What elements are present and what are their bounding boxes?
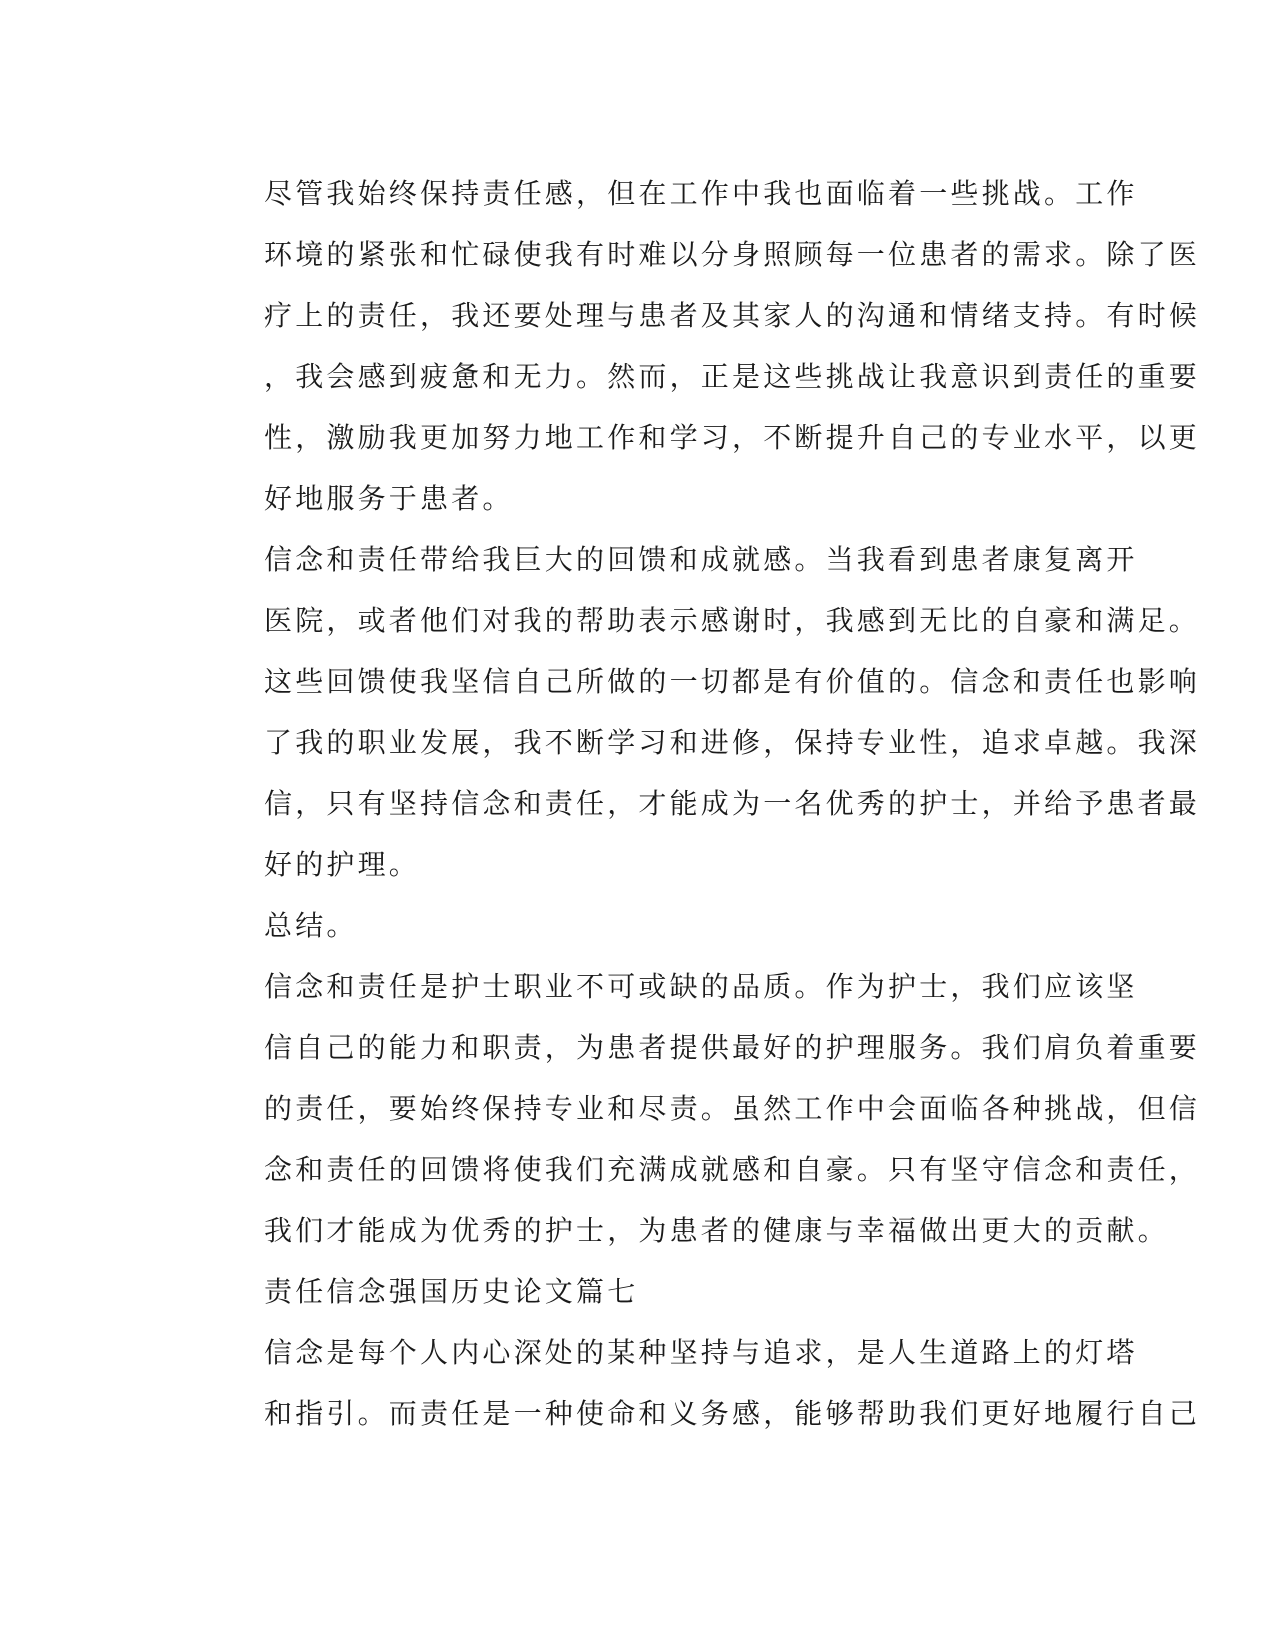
text-line: 总结。 bbox=[264, 909, 358, 942]
text-line: 好的护理。 bbox=[264, 848, 421, 881]
paragraph-belief-intro bbox=[189, 1322, 1201, 1444]
text-line: 信念和责任是护士职业不可或缺的品质。作为护士，我们应该坚 bbox=[264, 970, 1138, 1003]
text-line: 性，激励我更加努力地工作和学习，不断提升自己的专业水平，以更 bbox=[264, 421, 1201, 454]
text-line: 这些回馈使我坚信自己所做的一切都是有价值的。信念和责任也影响 bbox=[264, 665, 1201, 698]
text-line: 信念是每个人内心深处的某种坚持与追求，是人生道路上的灯塔 bbox=[264, 1336, 1138, 1369]
text-line: 责任信念强国历史论文篇七 bbox=[264, 1275, 639, 1308]
text-line: 信念和责任带给我巨大的回馈和成就感。当我看到患者康复离开 bbox=[264, 543, 1138, 576]
section-heading-article-seven bbox=[189, 1261, 1089, 1322]
text-line: ，我会感到疲惫和无力。然而，正是这些挑战让我意识到责任的重要 bbox=[264, 360, 1201, 393]
text-line: 了我的职业发展，我不断学习和进修，保持专业性，追求卓越。我深 bbox=[264, 726, 1201, 759]
paragraph-summary bbox=[189, 956, 1201, 1261]
text-line: 尽管我始终保持责任感，但在工作中我也面临着一些挑战。工作 bbox=[264, 177, 1138, 210]
text-line: 好地服务于患者。 bbox=[264, 482, 514, 515]
text-line: 念和责任的回馈将使我们充满成就感和自豪。只有坚守信念和责任， bbox=[264, 1153, 1201, 1186]
text-line: 环境的紧张和忙碌使我有时难以分身照顾每一位患者的需求。除了医 bbox=[264, 238, 1201, 271]
paragraph-challenges bbox=[189, 163, 1201, 529]
paragraph-rewards bbox=[189, 529, 1201, 895]
text-line: 信，只有坚持信念和责任，才能成为一名优秀的护士，并给予患者最 bbox=[264, 787, 1201, 820]
text-line: 医院，或者他们对我的帮助表示感谢时，我感到无比的自豪和满足。 bbox=[264, 604, 1201, 637]
document-body bbox=[189, 163, 1201, 1444]
text-line: 疗上的责任，我还要处理与患者及其家人的沟通和情绪支持。有时候 bbox=[264, 299, 1201, 332]
text-line: 信自己的能力和职责，为患者提供最好的护理服务。我们肩负着重要 bbox=[264, 1031, 1201, 1064]
section-heading-summary bbox=[189, 895, 1089, 956]
text-line: 和指引。而责任是一种使命和义务感，能够帮助我们更好地履行自己 bbox=[264, 1397, 1201, 1430]
text-line: 的责任，要始终保持专业和尽责。虽然工作中会面临各种挑战，但信 bbox=[264, 1092, 1201, 1125]
text-line: 我们才能成为优秀的护士，为患者的健康与幸福做出更大的贡献。 bbox=[264, 1214, 1169, 1247]
